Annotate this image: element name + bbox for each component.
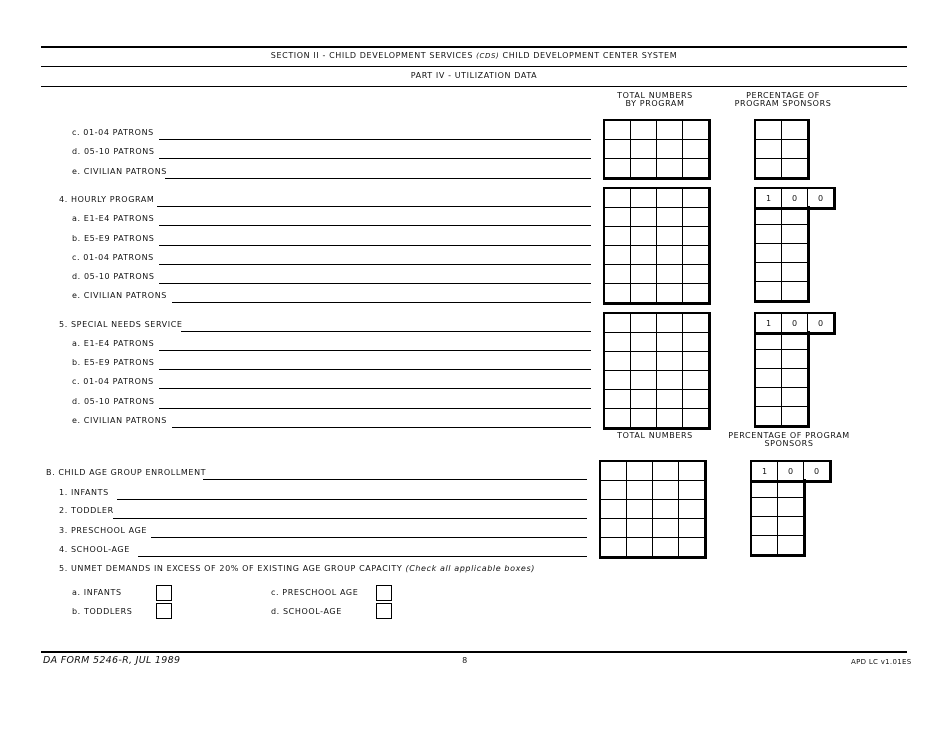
entry-cell[interactable] bbox=[683, 314, 709, 333]
unmet-title: 5. UNMET DEMANDS IN EXCESS OF 20% OF EXISTING AGE GROUP CAPACITY (Check all applicable boxes) bbox=[59, 564, 535, 573]
col-header-pct-program-2: SPONSORS bbox=[764, 439, 814, 448]
entry-cell[interactable] bbox=[782, 263, 808, 282]
entry-cell[interactable] bbox=[683, 159, 709, 178]
entry-cell[interactable] bbox=[782, 350, 808, 369]
entry-cell[interactable] bbox=[679, 500, 705, 519]
row-label: c. 01-04 PATRONS bbox=[72, 128, 154, 137]
entry-cell[interactable] bbox=[756, 140, 782, 159]
entry-cell[interactable] bbox=[653, 519, 679, 538]
entry-cell[interactable] bbox=[605, 409, 631, 428]
col-header-total-2: BY PROGRAM bbox=[625, 99, 685, 108]
col-header-total-numbers: TOTAL NUMBERS bbox=[617, 431, 693, 440]
entry-cell[interactable] bbox=[627, 481, 653, 500]
entry-cell[interactable] bbox=[657, 265, 683, 284]
part-title: PART IV - UTILIZATION DATA bbox=[410, 71, 538, 80]
entry-cell[interactable] bbox=[782, 282, 808, 301]
pct-digit: 0 bbox=[778, 462, 804, 481]
entry-line[interactable] bbox=[159, 408, 591, 409]
entry-line[interactable] bbox=[117, 499, 587, 500]
entry-cell[interactable] bbox=[683, 333, 709, 352]
col-header-pct-program-1: PERCENTAGE OF PROGRAM bbox=[728, 431, 850, 440]
entry-cell[interactable] bbox=[605, 159, 631, 178]
entry-cell[interactable] bbox=[683, 284, 709, 303]
row-label: 3. PRESCHOOL AGE bbox=[59, 526, 148, 535]
entry-cell[interactable] bbox=[605, 371, 631, 390]
entry-cell[interactable] bbox=[601, 519, 627, 538]
pct-digit: 0 bbox=[808, 314, 834, 333]
entry-cell[interactable] bbox=[752, 536, 778, 555]
entry-cell[interactable] bbox=[631, 227, 657, 246]
entry-cell[interactable] bbox=[627, 462, 653, 481]
entry-cell[interactable] bbox=[683, 409, 709, 428]
row-label: a. E1-E4 PATRONS bbox=[72, 214, 155, 223]
entry-cell[interactable] bbox=[756, 121, 782, 140]
entry-cell[interactable] bbox=[782, 407, 808, 426]
entry-cell[interactable] bbox=[605, 352, 631, 371]
top-rule bbox=[41, 46, 907, 48]
total-grid-special[interactable] bbox=[603, 312, 711, 430]
row-label: e. CIVILIAN PATRONS bbox=[72, 167, 167, 176]
entry-cell[interactable] bbox=[752, 517, 778, 536]
entry-cell[interactable] bbox=[683, 227, 709, 246]
pct-grid-hourly[interactable] bbox=[754, 206, 810, 303]
entry-cell[interactable] bbox=[605, 189, 631, 208]
entry-cell[interactable] bbox=[752, 498, 778, 517]
row-label: d. 05-10 PATRONS bbox=[72, 272, 155, 281]
entry-cell[interactable] bbox=[653, 538, 679, 557]
entry-cell[interactable] bbox=[752, 479, 778, 498]
special-title: 5. SPECIAL NEEDS SERVICE bbox=[59, 320, 183, 329]
entry-cell[interactable] bbox=[782, 388, 808, 407]
entry-cell[interactable] bbox=[601, 481, 627, 500]
total-grid-hourly[interactable] bbox=[603, 187, 711, 305]
row-label: a. E1-E4 PATRONS bbox=[72, 339, 155, 348]
pct-digit: 1 bbox=[756, 189, 782, 208]
entry-cell[interactable] bbox=[657, 314, 683, 333]
total-grid-age[interactable] bbox=[599, 460, 707, 559]
entry-cell[interactable] bbox=[601, 500, 627, 519]
unmet-infants-checkbox[interactable] bbox=[156, 585, 172, 601]
row-label: d. 05-10 PATRONS bbox=[72, 397, 155, 406]
entry-cell[interactable] bbox=[756, 407, 782, 426]
pct-grid-age[interactable] bbox=[750, 479, 806, 557]
entry-cell[interactable] bbox=[782, 159, 808, 178]
unmet-c-label: c. PRESCHOOL AGE bbox=[271, 588, 359, 597]
entry-cell[interactable] bbox=[631, 371, 657, 390]
entry-cell[interactable] bbox=[756, 244, 782, 263]
form-number: DA FORM 5246-R, JUL 1989 bbox=[43, 655, 181, 666]
entry-cell[interactable] bbox=[683, 189, 709, 208]
entry-cell[interactable] bbox=[657, 352, 683, 371]
row-label: c. 01-04 PATRONS bbox=[72, 377, 154, 386]
entry-cell[interactable] bbox=[756, 388, 782, 407]
unmet-toddlers-checkbox[interactable] bbox=[156, 603, 172, 619]
entry-cell[interactable] bbox=[605, 284, 631, 303]
entry-line[interactable] bbox=[165, 178, 591, 179]
row-label: 2. TODDLER bbox=[59, 506, 114, 515]
entry-cell[interactable] bbox=[631, 121, 657, 140]
pct-digit: 1 bbox=[756, 314, 782, 333]
entry-cell[interactable] bbox=[653, 462, 679, 481]
entry-cell[interactable] bbox=[605, 208, 631, 227]
entry-cell[interactable] bbox=[778, 517, 804, 536]
entry-line[interactable] bbox=[203, 479, 587, 480]
entry-cell[interactable] bbox=[653, 481, 679, 500]
entry-cell[interactable] bbox=[756, 350, 782, 369]
entry-cell[interactable] bbox=[631, 246, 657, 265]
entry-cell[interactable] bbox=[679, 481, 705, 500]
col-header-total-1: TOTAL NUMBERS bbox=[617, 91, 693, 100]
entry-cell[interactable] bbox=[778, 479, 804, 498]
entry-cell[interactable] bbox=[756, 369, 782, 388]
entry-cell[interactable] bbox=[631, 159, 657, 178]
pct-digit: 1 bbox=[752, 462, 778, 481]
entry-cell[interactable] bbox=[601, 462, 627, 481]
entry-cell[interactable] bbox=[605, 390, 631, 409]
section-title: SECTION II - CHILD DEVELOPMENT SERVICES (CDS) CHILD DEVELOPMENT CENTER SYSTEM bbox=[270, 51, 678, 60]
entry-cell[interactable] bbox=[605, 227, 631, 246]
entry-cell[interactable] bbox=[653, 500, 679, 519]
entry-cell[interactable] bbox=[605, 121, 631, 140]
unmet-d-label: d. SCHOOL-AGE bbox=[271, 607, 342, 616]
unmet-preschool-checkbox[interactable] bbox=[376, 585, 392, 601]
entry-cell[interactable] bbox=[657, 227, 683, 246]
row-label: b. E5-E9 PATRONS bbox=[72, 358, 155, 367]
pct-digit: 0 bbox=[782, 314, 808, 333]
part-rule bbox=[41, 86, 907, 87]
entry-cell[interactable] bbox=[657, 390, 683, 409]
entry-cell[interactable] bbox=[631, 409, 657, 428]
age-group-title: B. CHILD AGE GROUP ENROLLMENT bbox=[46, 468, 207, 477]
entry-cell[interactable] bbox=[683, 246, 709, 265]
pct-digit: 0 bbox=[808, 189, 834, 208]
version-label: APD LC v1.01ES bbox=[851, 658, 912, 666]
entry-line[interactable] bbox=[159, 158, 591, 159]
entry-cell[interactable] bbox=[679, 538, 705, 557]
total-grid-group3[interactable] bbox=[603, 119, 711, 180]
entry-cell[interactable] bbox=[683, 352, 709, 371]
entry-line[interactable] bbox=[159, 139, 591, 140]
entry-line[interactable] bbox=[157, 206, 591, 207]
entry-cell[interactable] bbox=[683, 208, 709, 227]
entry-cell[interactable] bbox=[627, 519, 653, 538]
col-header-pct-2: PROGRAM SPONSORS bbox=[734, 99, 832, 108]
entry-cell[interactable] bbox=[778, 536, 804, 555]
entry-cell[interactable] bbox=[605, 265, 631, 284]
entry-line[interactable] bbox=[172, 427, 591, 428]
entry-cell[interactable] bbox=[601, 538, 627, 557]
row-label: b. E5-E9 PATRONS bbox=[72, 234, 155, 243]
entry-cell[interactable] bbox=[782, 225, 808, 244]
entry-cell[interactable] bbox=[627, 500, 653, 519]
entry-cell[interactable] bbox=[657, 333, 683, 352]
entry-cell[interactable] bbox=[782, 369, 808, 388]
entry-cell[interactable] bbox=[756, 331, 782, 350]
entry-cell[interactable] bbox=[657, 284, 683, 303]
entry-line[interactable] bbox=[159, 388, 591, 389]
entry-cell[interactable] bbox=[756, 263, 782, 282]
row-label: e. CIVILIAN PATRONS bbox=[72, 416, 167, 425]
row-label: 4. SCHOOL-AGE bbox=[59, 545, 130, 554]
row-label: e. CIVILIAN PATRONS bbox=[72, 291, 167, 300]
page-number: 8 bbox=[462, 656, 468, 665]
entry-line[interactable] bbox=[138, 556, 587, 557]
entry-line[interactable] bbox=[151, 537, 587, 538]
row-label: c. 01-04 PATRONS bbox=[72, 253, 154, 262]
entry-cell[interactable] bbox=[631, 314, 657, 333]
entry-line[interactable] bbox=[159, 225, 591, 226]
entry-cell[interactable] bbox=[657, 121, 683, 140]
section-rule bbox=[41, 66, 907, 67]
entry-cell[interactable] bbox=[631, 208, 657, 227]
entry-cell[interactable] bbox=[657, 140, 683, 159]
unmet-a-label: a. INFANTS bbox=[72, 588, 122, 597]
entry-cell[interactable] bbox=[631, 265, 657, 284]
entry-cell[interactable] bbox=[683, 371, 709, 390]
entry-cell[interactable] bbox=[683, 265, 709, 284]
entry-cell[interactable] bbox=[605, 246, 631, 265]
entry-cell[interactable] bbox=[657, 246, 683, 265]
entry-cell[interactable] bbox=[605, 140, 631, 159]
entry-cell[interactable] bbox=[683, 121, 709, 140]
pct-digit: 0 bbox=[782, 189, 808, 208]
entry-line[interactable] bbox=[159, 283, 591, 284]
entry-line[interactable] bbox=[181, 331, 591, 332]
entry-cell[interactable] bbox=[631, 284, 657, 303]
pct-grid-group3[interactable] bbox=[754, 119, 810, 180]
entry-cell[interactable] bbox=[756, 206, 782, 225]
entry-cell[interactable] bbox=[657, 371, 683, 390]
unmet-schoolage-checkbox[interactable] bbox=[376, 603, 392, 619]
pct-digit: 0 bbox=[804, 462, 830, 481]
entry-cell[interactable] bbox=[782, 331, 808, 350]
entry-cell[interactable] bbox=[657, 189, 683, 208]
entry-line[interactable] bbox=[172, 302, 591, 303]
col-header-pct-1: PERCENTAGE OF bbox=[746, 91, 820, 100]
entry-cell[interactable] bbox=[605, 333, 631, 352]
entry-cell[interactable] bbox=[778, 498, 804, 517]
entry-cell[interactable] bbox=[679, 519, 705, 538]
entry-cell[interactable] bbox=[679, 462, 705, 481]
row-label: 1. INFANTS bbox=[59, 488, 109, 497]
entry-cell[interactable] bbox=[657, 159, 683, 178]
entry-cell[interactable] bbox=[756, 159, 782, 178]
entry-cell[interactable] bbox=[631, 352, 657, 371]
entry-cell[interactable] bbox=[631, 189, 657, 208]
entry-cell[interactable] bbox=[631, 390, 657, 409]
entry-cell[interactable] bbox=[756, 225, 782, 244]
entry-cell[interactable] bbox=[631, 333, 657, 352]
entry-line[interactable] bbox=[159, 264, 591, 265]
unmet-b-label: b. TODDLERS bbox=[72, 607, 133, 616]
entry-cell[interactable] bbox=[657, 409, 683, 428]
entry-cell[interactable] bbox=[782, 206, 808, 225]
entry-cell[interactable] bbox=[782, 140, 808, 159]
entry-cell[interactable] bbox=[605, 314, 631, 333]
pct-grid-special[interactable] bbox=[754, 331, 810, 428]
entry-cell[interactable] bbox=[756, 282, 782, 301]
entry-line[interactable] bbox=[113, 518, 587, 519]
entry-cell[interactable] bbox=[627, 538, 653, 557]
footer-rule bbox=[41, 651, 907, 653]
entry-line[interactable] bbox=[159, 350, 591, 351]
entry-line[interactable] bbox=[159, 245, 591, 246]
entry-cell[interactable] bbox=[657, 208, 683, 227]
entry-cell[interactable] bbox=[683, 140, 709, 159]
entry-line[interactable] bbox=[159, 369, 591, 370]
entry-cell[interactable] bbox=[631, 140, 657, 159]
entry-cell[interactable] bbox=[683, 390, 709, 409]
entry-cell[interactable] bbox=[782, 244, 808, 263]
hourly-title: 4. HOURLY PROGRAM bbox=[59, 195, 155, 204]
entry-cell[interactable] bbox=[782, 121, 808, 140]
row-label: d. 05-10 PATRONS bbox=[72, 147, 155, 156]
